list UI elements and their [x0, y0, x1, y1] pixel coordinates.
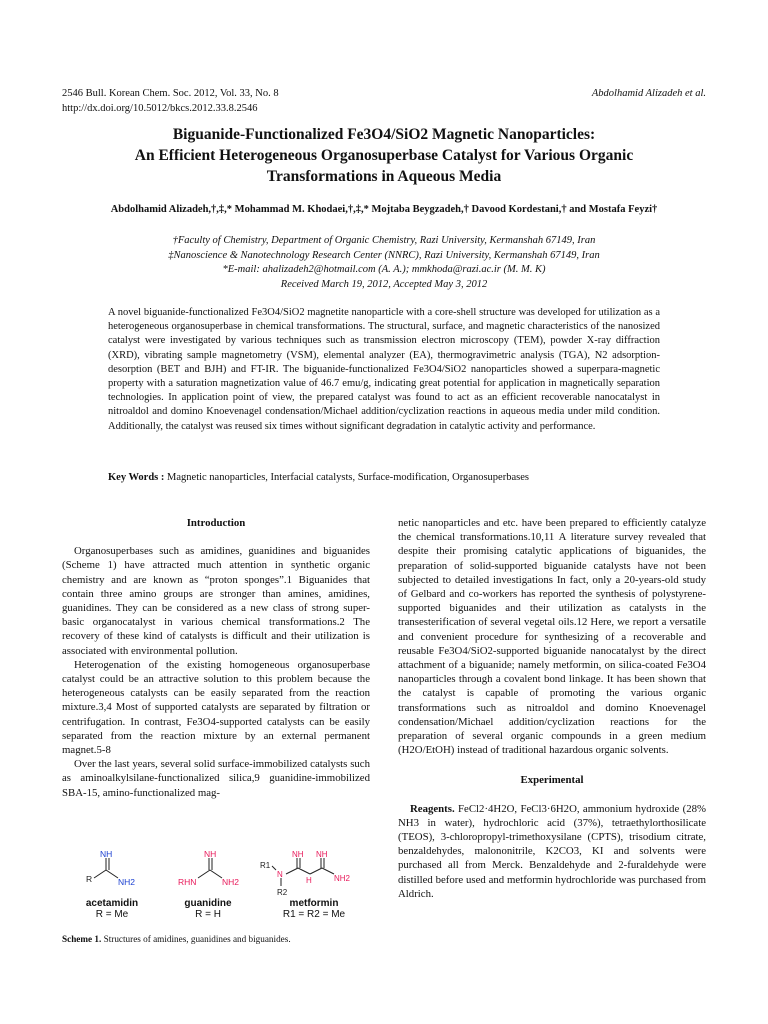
guanidine-structure [158, 848, 258, 920]
received-dates: Received March 19, 2012, Accepted May 3, 2012 [280, 278, 488, 290]
acetamidin-r-label: R [86, 874, 93, 884]
intro-paragraph-2: Heterogenation of the existing homogeneous organosuperbase catalyst could be an attractive solution to this problem because the heterogeneous catalysts can be easily separated from the reaction mixture.3,4 Most of supported catalysts are separated by filtration or centrifugation. In contrast, Fe3O4-supported catalysts can be easily separated from the reaction mixture by an external permanent magnet.5-8 [62, 658, 370, 757]
affiliation-1: †Faculty of Chemistry, Department of Organic Chemistry, Razi University, Kermanshah 67149, Iran [172, 235, 596, 246]
reagents-label: Reagents. [410, 802, 455, 815]
guanidine-nh-label: NH [204, 849, 217, 859]
corresponding-email: *E-mail: ahalizadeh2@hotmail.com (A. A.); mmkhoda@razi.ac.ir (M. M. K) [222, 264, 546, 275]
acetamidin-nh-label: NH [100, 849, 113, 859]
metformin-r2-label: R2 [277, 888, 288, 897]
reagents-paragraph [398, 802, 706, 901]
right-column [398, 516, 706, 901]
metformin-n-label: N [277, 870, 283, 879]
title-line-1: Biguanide-Functionalized Fe3O4/SiO2 Magnetic Nanoparticles: [172, 126, 596, 143]
metformin-nh-label-b: NH [316, 850, 328, 859]
guanidine-nh2-label: NH2 [222, 877, 240, 887]
guanidine-drawing [158, 848, 258, 898]
paper-title [40, 124, 728, 187]
intro-paragraph-continued: netic nanoparticles and etc. have been prepared to efficiently catalyze the chemical transformations.10,11 A literature survey revealed that despite their promising catalytic applications of biguanides, the preparation of solid-supported biguanide catalysts have not been subjected to detailed investigations In fact, only a 20-years-old study of Gelbard and co-workers has reported the synthesis of polystyrene-supported biguanides and their utilization as catalysts in the transesterification of several vegetal oils.12 Here, we report a versatile and convenient procedure for synthesizing of a recoverable and reusable Fe3O4/SiO2-supported biguanide nanocatalyst by the direct attachment of a biguanide; namely metformin, on silica-coated Fe3O4 nanoparticles through a covalent bond linkage. It has been shown that the catalyst is capable of promoting the various organic transformations such as nitroaldol and domino Knoevenagel condensation/Michael addition/cyclization reactions for the preparation of several organic compounds in a green medium (H2O/EtOH) instead of traditional hazardous organic solvents. [398, 517, 706, 757]
metformin-nh2-label: NH2 [334, 874, 351, 883]
title-line-2: An Efficient Heterogeneous Organosuperbase Catalyst for Various Organic [134, 147, 634, 164]
experimental-heading: Experimental [520, 774, 584, 787]
scheme-caption-text: Structures of amidines, guanidines and biguanides. [101, 934, 291, 944]
abstract: A novel biguanide-functionalized Fe3O4/SiO2 magnetite nanoparticle with a core-shell structure was developed for utilization as a heterogeneous organosuperbase in chemical transformations. The structural, surface, and magnetic characteristics of the nanosized catalyst were investigated by various techniques such as transmission electron microscopy (TEM), powder X-ray diffraction (XRD), vibrating sample magnetometry (VSM), elemental analyzer (EA), thermogravimetric analysis (TGA), N2 adsorption-desorption (BET and BJH) and FT-IR. The biguanide-functionalized Fe3O4/SiO2 nanoparticles showed a superpara-magnetic property with a saturation magnetization value of 46.7 emu/g, indicating great potential for application in magnetically separation technologies. In application point of view, the prepared catalyst was found to act as an efficient recoverable nanocatalyst in nitroaldol and domino Knoevenagel condensation/Michael addition/cyclization reactions in aqueous media under mild condition. Additionally, the catalyst was reused six times without significant degradation in catalytic activity and performance. [108, 307, 660, 432]
title-line-3: Transformations in Aqueous Media [266, 168, 502, 185]
guanidine-substituent: R = H [195, 909, 221, 920]
running-header-left [62, 86, 279, 116]
metformin-drawing [258, 848, 370, 898]
metformin-h-label: H [306, 876, 312, 885]
scheme-1 [62, 848, 370, 948]
metformin-nh-label-a: NH [292, 850, 304, 859]
introduction-heading: Introduction [186, 517, 246, 529]
doi-link[interactable]: http://dx.doi.org/10.5012/bkcs.2012.33.8.2546 [62, 103, 258, 114]
intro-paragraph-3: Over the last years, several solid surface-immobilized catalysts such as aminoalkylsilane-functionalized silica,9 guanidine-immobilized SBA-15, amino-functionalized mag- [62, 758, 370, 799]
acetamidin-structure [62, 848, 162, 920]
intro-paragraph-1: Organosuperbases such as amidines, guanidines and biguanides (Scheme 1) have attracted much attention in synthetic organic chemistry and are known as “proton sponges”.1 Biguanides that contain three amino groups are stronger than amines, amidines, guanidines. They can be considered as a new class of strong super-basic organocatalyst in various chemical transformations.2 The recovery of these kind of catalysts is difficult and their utilization is associated with environmental pollution. [62, 545, 370, 657]
keywords-label: Key Words : [108, 472, 168, 483]
guanidine-rhn-label: RHN [178, 877, 197, 887]
scheme-caption [62, 934, 370, 944]
guanidine-name: guanidine [184, 898, 232, 909]
running-header-author: Abdolhamid Alizadeh et al. [591, 88, 706, 99]
journal-citation: 2546 Bull. Korean Chem. Soc. 2012, Vol. 33, No. 8 [62, 88, 279, 99]
acetamidin-drawing [62, 848, 162, 898]
metformin-substituent: R1 = R2 = Me [282, 909, 346, 920]
keywords [108, 472, 660, 483]
keywords-text: Magnetic nanoparticles, Interfacial catalysts, Surface-modification, Organosuperbases [167, 472, 529, 483]
metformin-name: metformin [289, 898, 339, 909]
acetamidin-name: acetamidin [85, 898, 139, 909]
affiliations [40, 234, 728, 292]
reagents-text: FeCl2·4H2O, FeCl3·6H2O, ammonium hydroxide (28% NH3 in water), hydrochloric acid (37%), tetraethylorthosilicate (TEOS), 3-chloropropyl-trimethoxysilane (CPTS), trisodium citrate, benzaldehydes, malononitrile, K2CO3, KI and solvents were purchased all from Merck. Benzaldehyde and 2-furaldehyde were distilled before used and metformin hydrochloride was purchased from Aldrich. [398, 802, 706, 900]
affiliation-2: ‡Nanoscience & Nanotechnology Research Center (NNRC), Razi University, Kermanshah 67149, Iran [168, 249, 600, 261]
metformin-r1-label: R1 [260, 861, 271, 870]
metformin-structure [258, 848, 370, 920]
scheme-caption-label: Scheme 1. [62, 934, 102, 944]
left-column [62, 516, 370, 800]
author-list: Abdolhamid Alizadeh,†,‡,* Mohammad M. Khodaei,†,‡,* Mojtaba Beygzadeh,† Davood Kordestani,† and Mostafa Feyzi† [110, 204, 658, 215]
acetamidin-substituent: R = Me [95, 909, 129, 920]
acetamidin-nh2-label: NH2 [118, 877, 136, 887]
